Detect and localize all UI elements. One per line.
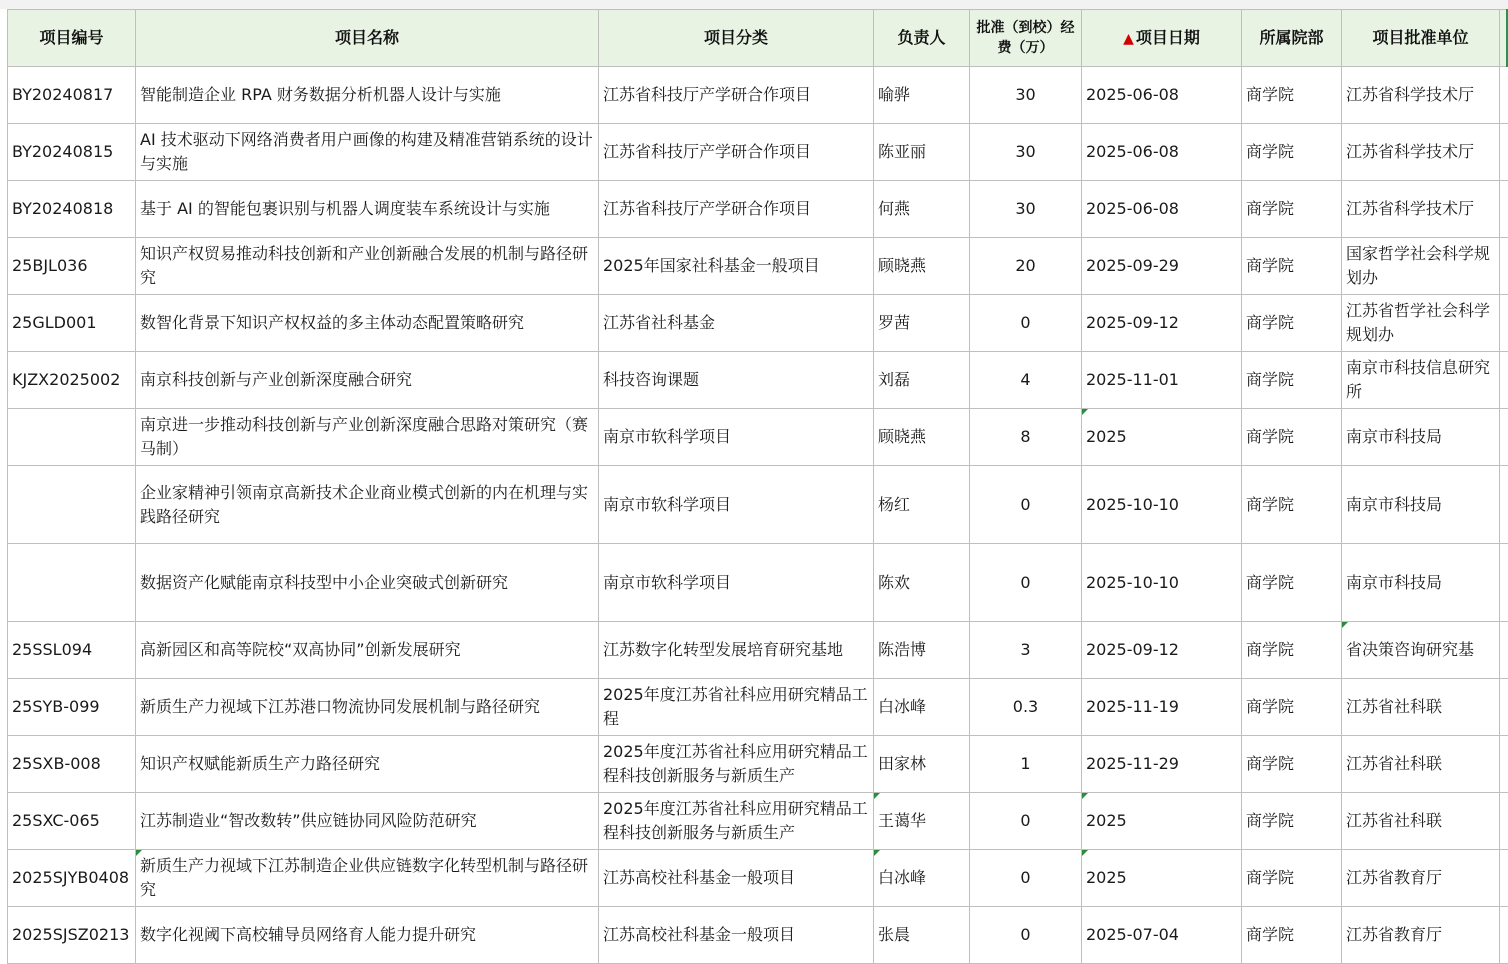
cell-category[interactable]: 江苏省社科基金 — [599, 295, 874, 352]
cell-name[interactable]: AI 技术驱动下网络消费者用户画像的构建及精准营销系统的设计与实施 — [136, 124, 599, 181]
cell-leader[interactable]: 罗茜 — [874, 295, 970, 352]
cell-code[interactable]: KJZX2025002 — [8, 352, 136, 409]
cell-code[interactable]: BY20240817 — [8, 67, 136, 124]
cell-funding[interactable]: 20 — [970, 238, 1082, 295]
cell-name[interactable]: 新质生产力视域下江苏港口物流协同发展机制与路径研究 — [136, 679, 599, 736]
table-row — [8, 67, 1508, 124]
cell-next-column[interactable] — [1500, 466, 1508, 544]
cell-leader[interactable]: 王蔼华 — [874, 793, 970, 850]
cell-next-column[interactable] — [1500, 238, 1508, 295]
cell-approver[interactable]: 江苏省社科联 — [1342, 793, 1500, 850]
header-project-date-label: 项目日期 — [1136, 28, 1200, 47]
header-project-code[interactable]: 项目编号 — [8, 10, 136, 67]
cell-dept[interactable]: 商学院 — [1242, 793, 1342, 850]
header-project-category[interactable]: 项目分类 — [599, 10, 874, 67]
cell-funding[interactable]: 30 — [970, 181, 1082, 238]
cell-category[interactable]: 江苏高校社科基金一般项目 — [599, 907, 874, 964]
cell-leader[interactable]: 刘磊 — [874, 352, 970, 409]
table-row — [8, 466, 1508, 544]
cell-funding[interactable]: 1 — [970, 736, 1082, 793]
cell-approver[interactable]: 江苏省科学技术厅 — [1342, 181, 1500, 238]
cell-name[interactable]: 高新园区和高等院校“双高协同”创新发展研究 — [136, 622, 599, 679]
cell-category[interactable]: 江苏高校社科基金一般项目 — [599, 850, 874, 907]
cell-leader[interactable]: 陈亚丽 — [874, 124, 970, 181]
cell-name[interactable]: 江苏制造业“智改数转”供应链协同风险防范研究 — [136, 793, 599, 850]
cell-funding[interactable]: 0 — [970, 295, 1082, 352]
cell-dept[interactable]: 商学院 — [1242, 679, 1342, 736]
header-approver[interactable]: 项目批准单位 — [1342, 10, 1500, 67]
cell-date[interactable]: 2025 — [1082, 793, 1242, 850]
cell-next-column[interactable] — [1500, 295, 1508, 352]
header-leader[interactable]: 负责人 — [874, 10, 970, 67]
cell-name[interactable]: 企业家精神引领南京高新技术企业商业模式创新的内在机理与实践路径研究 — [136, 466, 599, 544]
cell-code[interactable] — [8, 466, 136, 544]
cell-approver[interactable]: 国家哲学社会科学规划办 — [1342, 238, 1500, 295]
cell-funding[interactable]: 8 — [970, 409, 1082, 466]
cell-next-column[interactable] — [1500, 679, 1508, 736]
cell-date[interactable]: 2025-10-10 — [1082, 466, 1242, 544]
cell-funding[interactable]: 0 — [970, 907, 1082, 964]
cell-dept[interactable]: 商学院 — [1242, 736, 1342, 793]
cell-funding[interactable]: 30 — [970, 124, 1082, 181]
cell-dept[interactable]: 商学院 — [1242, 409, 1342, 466]
cell-date[interactable]: 2025-10-10 — [1082, 544, 1242, 622]
cell-date[interactable]: 2025-09-12 — [1082, 622, 1242, 679]
cell-leader[interactable]: 顾晓燕 — [874, 409, 970, 466]
cell-next-column[interactable] — [1500, 409, 1508, 466]
cell-date[interactable]: 2025-06-08 — [1082, 181, 1242, 238]
cell-code[interactable]: 25SSL094 — [8, 622, 136, 679]
cell-category[interactable]: 江苏省科技厅产学研合作项目 — [599, 67, 874, 124]
table-row — [8, 124, 1508, 181]
cell-approver[interactable]: 江苏省教育厅 — [1342, 907, 1500, 964]
cell-dept[interactable]: 商学院 — [1242, 352, 1342, 409]
cell-code[interactable]: 25BJL036 — [8, 238, 136, 295]
cell-name[interactable]: 南京科技创新与产业创新深度融合研究 — [136, 352, 599, 409]
cell-next-column[interactable] — [1500, 181, 1508, 238]
table-row — [8, 181, 1508, 238]
cell-next-column[interactable] — [1500, 67, 1508, 124]
cell-code[interactable] — [8, 409, 136, 466]
cell-code[interactable]: 25SXB-008 — [8, 736, 136, 793]
cell-category[interactable]: 2025年度江苏省社科应用研究精品工程科技创新服务与新质生产 — [599, 736, 874, 793]
table-row — [8, 793, 1508, 850]
cell-date[interactable]: 2025-06-08 — [1082, 67, 1242, 124]
cell-dept[interactable]: 商学院 — [1242, 124, 1342, 181]
cell-next-column[interactable] — [1500, 850, 1508, 907]
cell-approver[interactable]: 南京市科技局 — [1342, 544, 1500, 622]
cell-category[interactable]: 南京市软科学项目 — [599, 544, 874, 622]
cell-code[interactable]: 2025SJYB0408 — [8, 850, 136, 907]
table-row — [8, 409, 1508, 466]
cell-category[interactable]: 科技咨询课题 — [599, 352, 874, 409]
header-department[interactable]: 所属院部 — [1242, 10, 1342, 67]
cell-next-column[interactable] — [1500, 736, 1508, 793]
cell-category[interactable]: 2025年度江苏省社科应用研究精品工程 — [599, 679, 874, 736]
cell-funding[interactable]: 3 — [970, 622, 1082, 679]
cell-code[interactable]: 25SYB-099 — [8, 679, 136, 736]
cell-code[interactable]: BY20240815 — [8, 124, 136, 181]
cell-name[interactable]: 南京进一步推动科技创新与产业创新深度融合思路对策研究（赛马制） — [136, 409, 599, 466]
cell-approver[interactable]: 江苏省社科联 — [1342, 679, 1500, 736]
cell-next-column[interactable] — [1500, 622, 1508, 679]
cell-name[interactable]: 知识产权赋能新质生产力路径研究 — [136, 736, 599, 793]
header-project-date[interactable] — [1082, 10, 1242, 67]
cell-dept[interactable]: 商学院 — [1242, 238, 1342, 295]
cell-funding[interactable]: 0 — [970, 466, 1082, 544]
cell-approver[interactable]: 江苏省教育厅 — [1342, 850, 1500, 907]
cell-dept[interactable]: 商学院 — [1242, 544, 1342, 622]
cell-category[interactable]: 江苏数字化转型发展培育研究基地 — [599, 622, 874, 679]
cell-leader[interactable]: 白冰峰 — [874, 850, 970, 907]
cell-leader[interactable]: 杨红 — [874, 466, 970, 544]
cell-category[interactable]: 南京市软科学项目 — [599, 409, 874, 466]
cell-name[interactable]: 知识产权贸易推动科技创新和产业创新融合发展的机制与路径研究 — [136, 238, 599, 295]
cell-dept[interactable]: 商学院 — [1242, 466, 1342, 544]
table-row — [8, 238, 1508, 295]
cell-date[interactable]: 2025-11-01 — [1082, 352, 1242, 409]
header-project-name[interactable]: 项目名称 — [136, 10, 599, 67]
cell-approver[interactable]: 江苏省社科联 — [1342, 736, 1500, 793]
cell-next-column[interactable] — [1500, 793, 1508, 850]
cell-code[interactable] — [8, 544, 136, 622]
cell-date[interactable]: 2025 — [1082, 850, 1242, 907]
cell-category[interactable]: 江苏省科技厅产学研合作项目 — [599, 124, 874, 181]
cell-code[interactable]: 25GLD001 — [8, 295, 136, 352]
cell-dept[interactable]: 商学院 — [1242, 622, 1342, 679]
cell-approver[interactable]: 南京市科技局 — [1342, 466, 1500, 544]
cell-dept[interactable]: 商学院 — [1242, 850, 1342, 907]
cell-leader[interactable]: 白冰峰 — [874, 679, 970, 736]
cell-next-column[interactable] — [1500, 124, 1508, 181]
cell-leader[interactable]: 陈浩博 — [874, 622, 970, 679]
cell-category[interactable]: 南京市软科学项目 — [599, 466, 874, 544]
cell-funding[interactable]: 30 — [970, 67, 1082, 124]
cell-dept[interactable]: 商学院 — [1242, 67, 1342, 124]
cell-funding[interactable]: 0 — [970, 544, 1082, 622]
header-row — [8, 10, 1508, 67]
table-row — [8, 622, 1508, 679]
table-row — [8, 736, 1508, 793]
cell-leader[interactable]: 顾晓燕 — [874, 238, 970, 295]
cell-date[interactable]: 2025-09-12 — [1082, 295, 1242, 352]
cell-leader[interactable]: 田家林 — [874, 736, 970, 793]
header-funding[interactable]: 批准（到校）经费（万） — [970, 10, 1082, 67]
cell-date[interactable]: 2025 — [1082, 409, 1242, 466]
table-row — [8, 544, 1508, 622]
table-row — [8, 679, 1508, 736]
cell-date[interactable]: 2025-11-29 — [1082, 736, 1242, 793]
cell-name[interactable]: 智能制造企业 RPA 财务数据分析机器人设计与实施 — [136, 67, 599, 124]
cell-category[interactable]: 2025年国家社科基金一般项目 — [599, 238, 874, 295]
cell-category[interactable]: 江苏省科技厅产学研合作项目 — [599, 181, 874, 238]
cell-name[interactable]: 数智化背景下知识产权权益的多主体动态配置策略研究 — [136, 295, 599, 352]
sort-ascending-icon[interactable]: ▲ — [1123, 31, 1134, 47]
cell-leader[interactable]: 陈欢 — [874, 544, 970, 622]
cell-funding[interactable]: 0.3 — [970, 679, 1082, 736]
table-row — [8, 295, 1508, 352]
cell-date[interactable]: 2025-06-08 — [1082, 124, 1242, 181]
table-row — [8, 907, 1508, 964]
cell-name[interactable]: 数字化视阈下高校辅导员网络育人能力提升研究 — [136, 907, 599, 964]
table-row — [8, 352, 1508, 409]
cell-funding[interactable]: 0 — [970, 850, 1082, 907]
cell-next-column[interactable] — [1500, 907, 1508, 964]
cell-date[interactable]: 2025-07-04 — [1082, 907, 1242, 964]
cell-name[interactable]: 基于 AI 的智能包裹识别与机器人调度装车系统设计与实施 — [136, 181, 599, 238]
cell-dept[interactable]: 商学院 — [1242, 295, 1342, 352]
cell-approver[interactable]: 江苏省科学技术厅 — [1342, 124, 1500, 181]
cell-code[interactable]: 2025SJSZ0213 — [8, 907, 136, 964]
table-row — [8, 850, 1508, 907]
cell-approver[interactable]: 江苏省哲学社会科学规划办 — [1342, 295, 1500, 352]
cell-leader[interactable]: 何燕 — [874, 181, 970, 238]
cell-name[interactable]: 新质生产力视域下江苏制造企业供应链数字化转型机制与路径研究 — [136, 850, 599, 907]
cell-approver[interactable]: 江苏省科学技术厅 — [1342, 67, 1500, 124]
cell-name[interactable]: 数据资产化赋能南京科技型中小企业突破式创新研究 — [136, 544, 599, 622]
cell-date[interactable]: 2025-09-29 — [1082, 238, 1242, 295]
cell-approver[interactable]: 南京市科技局 — [1342, 409, 1500, 466]
cell-date[interactable]: 2025-11-19 — [1082, 679, 1242, 736]
cell-leader[interactable]: 张晨 — [874, 907, 970, 964]
cell-approver[interactable]: 南京市科技信息研究所 — [1342, 352, 1500, 409]
cell-category[interactable]: 2025年度江苏省社科应用研究精品工程科技创新服务与新质生产 — [599, 793, 874, 850]
cell-approver[interactable]: 省决策咨询研究基 — [1342, 622, 1500, 679]
cell-leader[interactable]: 喻骅 — [874, 67, 970, 124]
cell-dept[interactable]: 商学院 — [1242, 907, 1342, 964]
cell-dept[interactable]: 商学院 — [1242, 181, 1342, 238]
cell-code[interactable]: BY20240818 — [8, 181, 136, 238]
cell-funding[interactable]: 4 — [970, 352, 1082, 409]
cell-next-column[interactable] — [1500, 352, 1508, 409]
cell-next-column[interactable] — [1500, 544, 1508, 622]
cell-code[interactable]: 25SXC-065 — [8, 793, 136, 850]
cell-funding[interactable]: 0 — [970, 793, 1082, 850]
spreadsheet-grid — [7, 9, 1508, 964]
